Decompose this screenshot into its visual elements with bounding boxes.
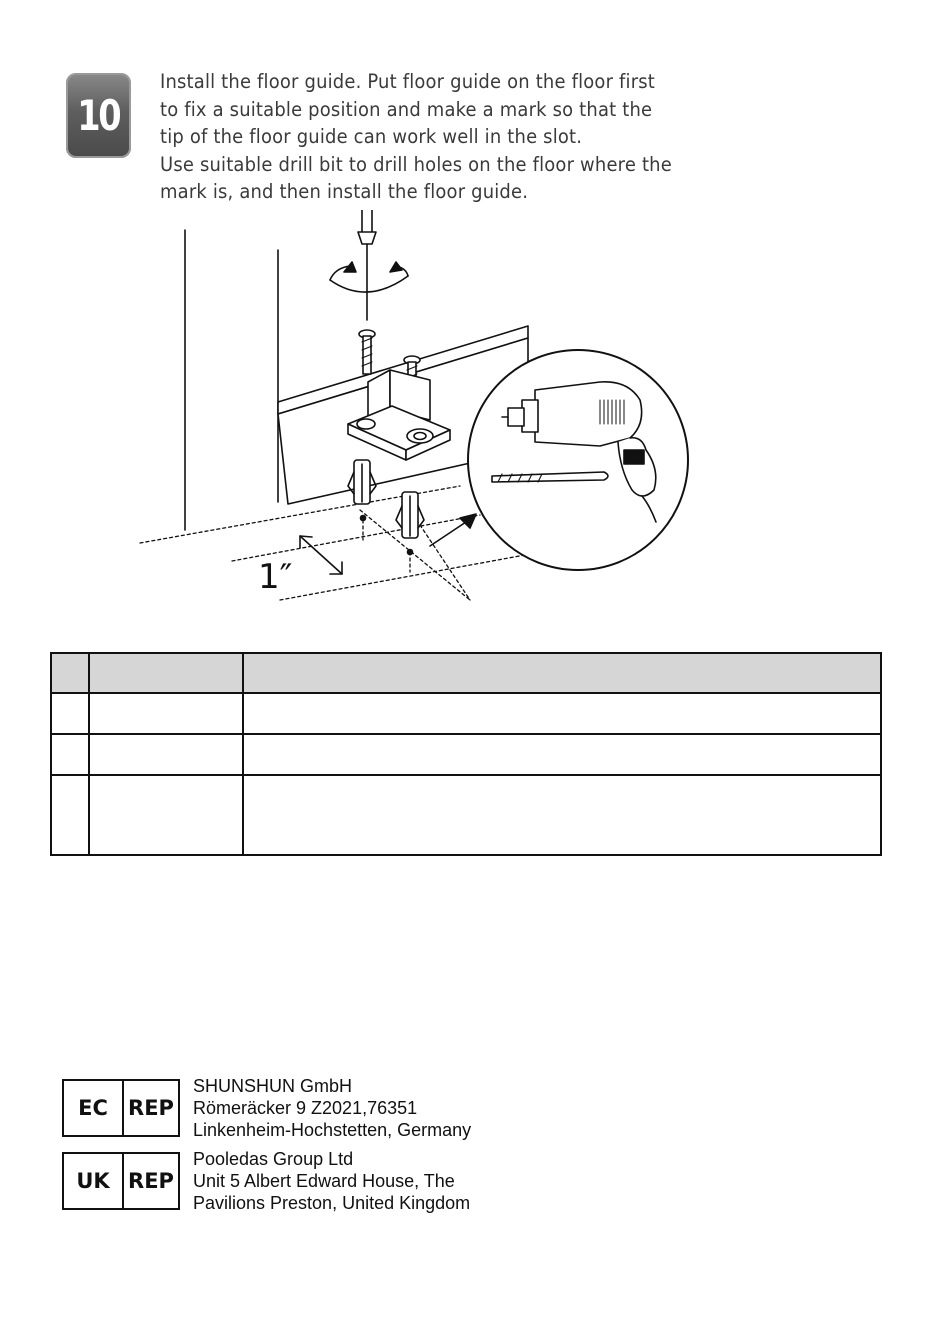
uk-rep-address	[193, 1148, 470, 1214]
table-row	[51, 734, 881, 775]
table-cell	[51, 734, 89, 775]
rep-address-line: Pavilions Preston, United Kingdom	[193, 1193, 471, 1213]
table-cell	[51, 775, 89, 855]
instruction-line: Use suitable drill bit to drill holes on the floor where the	[160, 152, 672, 176]
rep-address-line: Römeräcker 9 Z2021,76351	[193, 1098, 418, 1118]
instruction-line: Install the floor guide. Put floor guide on the floor first	[160, 70, 656, 93]
table-cell	[243, 734, 881, 775]
ec-rep-address	[193, 1075, 471, 1141]
table-row	[51, 693, 881, 734]
rep-label: REP	[128, 1169, 174, 1193]
table-cell	[243, 775, 881, 855]
instruction-text	[160, 68, 680, 206]
instruction-line: tip of the floor guide can work well in the slot.	[160, 125, 583, 148]
rep-region-label: UK	[64, 1154, 124, 1208]
rep-address-line: Linkenheim-Hochstetten, Germany	[193, 1120, 472, 1140]
rep-address-line: Unit 5 Albert Edward House, The	[193, 1171, 455, 1191]
table-header-cell	[51, 653, 89, 693]
rep-company-name: Pooledas Group Ltd	[193, 1149, 354, 1169]
instruction-line: to fix a suitable position and make a mark so that the	[160, 97, 653, 121]
distance-label: 1″	[258, 557, 293, 597]
rep-region-label: EC	[64, 1081, 124, 1135]
table-cell	[89, 693, 243, 734]
table-cell	[89, 734, 243, 775]
ec-rep-symbol	[62, 1079, 180, 1137]
table-cell	[89, 775, 243, 855]
rep-company-name: SHUNSHUN GmbH	[193, 1076, 353, 1096]
step-number-badge	[66, 73, 131, 158]
uk-rep-symbol	[62, 1152, 180, 1210]
rep-label: REP	[128, 1096, 174, 1120]
table-cell	[243, 693, 881, 734]
instruction-line: mark is, and then install the floor guide.	[160, 180, 529, 203]
table-header-cell	[89, 653, 243, 693]
table-row	[51, 775, 881, 855]
table-header-row	[51, 653, 881, 693]
table-header-cell	[243, 653, 881, 693]
floor-guide-illustration	[130, 210, 700, 605]
spec-table	[50, 652, 882, 856]
table-cell	[51, 693, 89, 734]
step-number: 10	[77, 91, 120, 140]
